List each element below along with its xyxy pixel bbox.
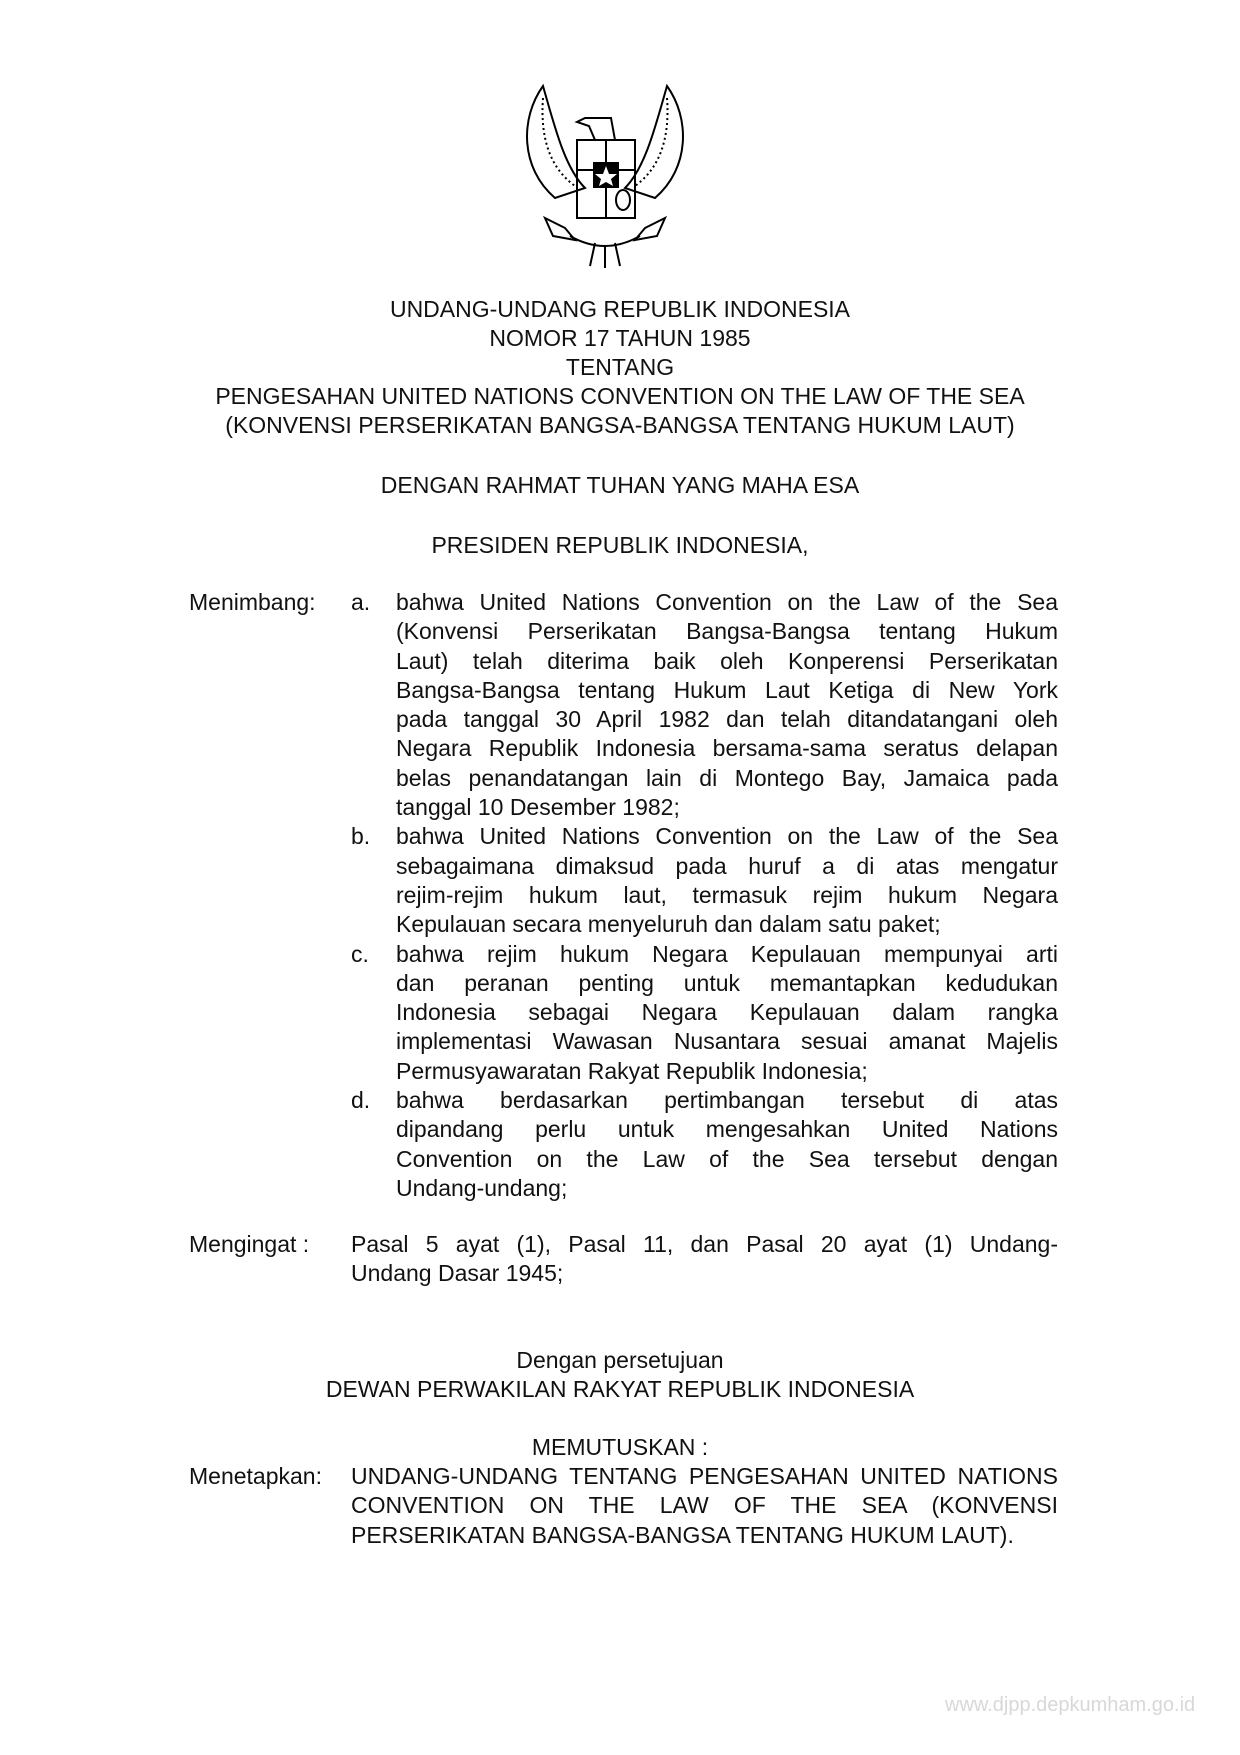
text-line: Kepulauan secara menyeluruh dan dalam satu paket; [396,911,941,938]
memutuskan-heading: MEMUTUSKAN : [531,1434,709,1460]
item-marker: c. [351,940,369,967]
menimbang-item [396,822,1058,939]
menimbang-item [396,1086,1058,1203]
text-line: Pasal 5 ayat (1), Pasal 11, dan Pasal 20 ayat (1) Undang- [351,1231,1058,1257]
text-line: implementasi Wawasan Nusantara sesuai amanat Majelis [396,1028,1058,1055]
text-line: dan peranan penting untuk memantapkan kedudukan [396,969,1058,996]
menetapkan-text [351,1462,1058,1550]
law-number: NOMOR 17 TAHUN 1985 [489,325,751,351]
text-line: bahwa United Nations Convention on the Law of the Sea [396,589,1058,615]
mengingat-label: Mengingat : [189,1231,310,1257]
persetujuan-line: Dengan persetujuan [516,1347,724,1373]
text-line: rejim-rejim hukum laut, termasuk rejim hukum Negara [396,881,1058,908]
text-line: dipandang perlu untuk mengesahkan United Nations [396,1116,1058,1143]
law-subject-translation: (KONVENSI PERSERIKATAN BANGSA-BANGSA TENTANG HUKUM LAUT) [225,412,1015,438]
president-line: PRESIDEN REPUBLIK INDONESIA, [431,532,809,558]
item-marker: b. [351,823,371,850]
text-line: pada tanggal 30 April 1982 dan telah ditandatangani oleh [396,706,1058,733]
menimbang-item [396,588,1058,822]
text-line: Permusyawaratan Rakyat Republik Indonesia; [396,1057,868,1084]
text-line: belas penandatangan lain di Montego Bay, Jamaica pada [396,764,1058,791]
blessing-line: DENGAN RAHMAT TUHAN YANG MAHA ESA [380,472,860,498]
watermark-link[interactable]: www.djpp.depkumham.go.id [945,1694,1196,1716]
text-line: Negara Republik Indonesia bersama-sama seratus delapan [396,735,1058,762]
text-line: UNDANG-UNDANG TENTANG PENGESAHAN UNITED NATIONS [351,1463,1058,1489]
menetapkan-label: Menetapkan: [189,1463,322,1489]
text-line: Undang-undang; [396,1174,568,1201]
law-title-line: UNDANG-UNDANG REPUBLIK INDONESIA [389,296,851,322]
item-marker: a. [351,589,371,615]
tentang-heading: TENTANG [565,354,675,380]
text-line: bahwa rejim hukum Negara Kepulauan mempunyai arti [396,940,1058,967]
text-line: Indonesia sebagai Negara Kepulauan dalam rangka [396,999,1058,1026]
dpr-line: DEWAN PERWAKILAN RAKYAT REPUBLIK INDONESIA [325,1376,915,1402]
text-line: PERSERIKATAN BANGSA-BANGSA TENTANG HUKUM LAUT). [351,1521,1014,1548]
text-line: bahwa United Nations Convention on the Law of the Sea [396,823,1058,850]
text-line: bahwa berdasarkan pertimbangan tersebut di atas [396,1087,1058,1114]
menimbang-item [396,940,1058,1086]
menimbang-label: Menimbang: [189,589,316,615]
text-line: Undang Dasar 1945; [351,1260,564,1287]
text-line: sebagaimana dimaksud pada huruf a di atas mengatur [396,852,1058,879]
text-line: (Konvensi Perserikatan Bangsa-Bangsa tentang Hukum [396,618,1058,645]
law-subject: PENGESAHAN UNITED NATIONS CONVENTION ON THE LAW OF THE SEA [215,383,1025,409]
text-line: Convention on the Law of the Sea tersebut dengan [396,1145,1058,1172]
mengingat-text [351,1230,1058,1289]
text-line: tanggal 10 Desember 1982; [396,794,680,821]
item-marker: d. [351,1087,371,1114]
garuda-pancasila-emblem [515,78,695,268]
text-line: Laut) telah diterima baik oleh Konperensi Perserikatan [396,647,1058,674]
text-line: CONVENTION ON THE LAW OF THE SEA (KONVENSI [351,1492,1058,1519]
text-line: Bangsa-Bangsa tentang Hukum Laut Ketiga di New York [396,676,1058,703]
